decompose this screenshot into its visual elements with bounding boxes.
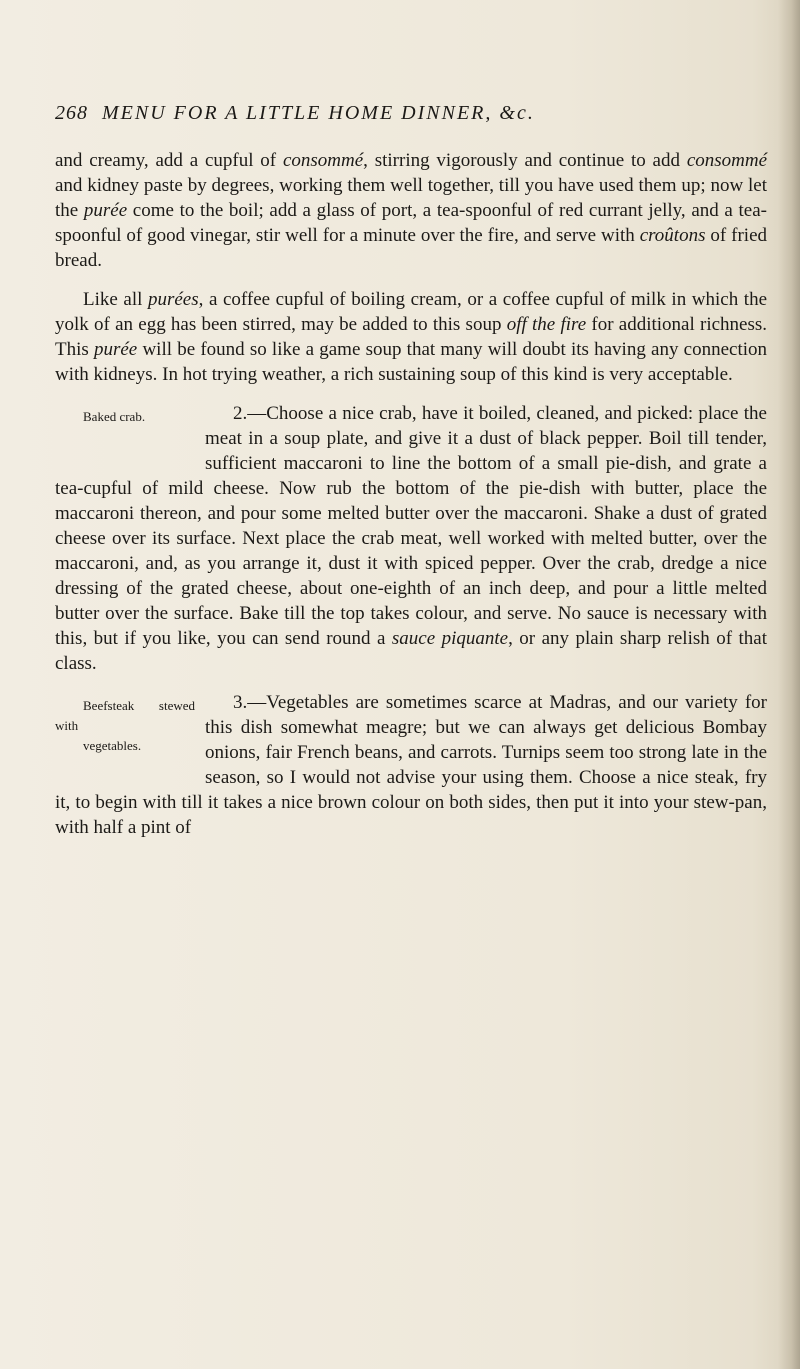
page-number: 268 <box>55 102 88 124</box>
page-edge-shadow <box>778 0 800 1369</box>
paragraph-beefsteak: Beefsteak stewed with vegetables. 3.—Vegetables are sometimes scarce at Madras, and our variety for this dish somewhat meagre; but we can always get delicious Bombay onions, fair French beans, and carrots. Turnips seem too strong late in the season, so I would not advise your using them. Choose a nice steak, fry it, to begin with till it takes a nice brown colour on both sides, then put it into your stew-pan, with half a pint of <box>55 692 767 838</box>
sidenote-baked-crab: Baked crab. <box>83 409 146 424</box>
header-title: MENU FOR A LITTLE HOME DINNER, &c. <box>102 102 535 124</box>
running-header <box>55 102 755 125</box>
body-text <box>55 148 767 854</box>
sidenote-beefsteak: Beefsteak stewed with vegetables. <box>55 698 195 753</box>
paragraph-purees: Like all purées, a coffee cupful of boiling cream, or a coffee cupful of milk in which the yolk of an egg has been stirred, may be added to this soup off the fire for additional richness. This purée will be found so like a game soup that many will doubt its having any connection with kidneys. In hot trying weather, a rich sustaining soup of this kind is very acceptable. <box>55 289 768 385</box>
paragraph-continuation: and creamy, add a cupful of consommé, stirring vigorously and continue to add consommé and kidney paste by degrees, working them well together, till you have used them up; now let the purée come to the boil; add a glass of port, a tea-spoonful of red currant jelly, and a tea-spoonful of good vinegar, stir well for a minute over the fire, and serve with croûtons of fried bread. <box>55 150 768 271</box>
paragraph-baked-crab: Baked crab. 2.—Choose a nice crab, have it boiled, cleaned, and picked: place the meat in a soup plate, and give it a dust of black pepper. Boil till tender, sufficient maccaroni to line the bottom of a small pie-dish, and grate a tea-cupful of mild cheese. Now rub the bottom of the pie-dish with butter, place the maccaroni thereon, and pour some melted butter over the maccaroni. Shake a dust of grated cheese over its surface. Next place the crab meat, well worked with melted butter, over the maccaroni, and, as you arrange it, dust it with spiced pepper. Over the crab, dredge a nice dressing of the grated cheese, about one-eighth of an inch deep, and pour a little melted butter over the surface. Bake till the top takes colour, and serve. No sauce is necessary with this, but if you like, you can send round a sauce piquante, or any plain sharp relish of that class. <box>55 403 767 674</box>
